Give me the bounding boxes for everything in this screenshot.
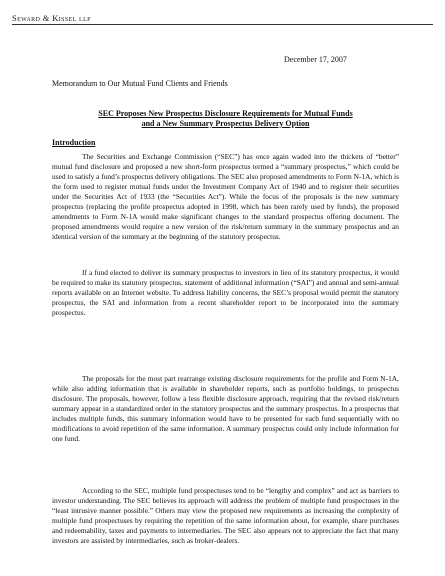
memo-date: December 17, 2007 [284, 55, 347, 64]
memo-addressee: Memorandum to Our Mutual Fund Clients and Friends [52, 79, 228, 88]
memo-title-line-2: and a New Summary Prospectus Delivery Option [141, 119, 310, 128]
body-paragraph: If a fund elected to deliver its summary prospectus to investors in lieu of its statutory prospectus, it would be required to make its statutory prospectus, statement of additional information (“SAI”) and annual and semi-annual reports available on an Internet website. To address liability concerns, the SEC’s proposal would permit the statutory prospectus, the SAI and information from a recent shareholder report to be incorporated into the summary prospectus. [52, 268, 399, 317]
section-heading: Introduction [52, 138, 96, 147]
memo-title-line-1: SEC Proposes New Prospectus Disclosure Requirements for Mutual Funds [98, 109, 353, 118]
body-paragraph: The proposals for the most part rearrange existing disclosure requirements for the profile and Form N-1A, while also adding information that is available in shareholder reports, such as portfolio holdings, to prospectus disclosure. The proposals, however, follow a less flexible disclosure approach, requiring that the revised risk/return summary appear in a standardized order in the statutory prospectus and the summary prospectus. In a prospectus that includes multiple funds, this summary information would have to be presented for each fund sequentially with no modifications to avoid repetition of the same information. A summary prospectus could only include information for one fund. [52, 374, 399, 443]
memo-title [52, 109, 399, 129]
firm-name: Seward & Kissel llp [12, 13, 91, 23]
header-rule [12, 24, 433, 25]
body-paragraph: According to the SEC, multiple fund prospectuses tend to be “lengthy and complex” and act as barriers to investor understanding. The SEC believes its approach will address the problem of multiple fund prospectuses in the “least intrusive manner possible.” Others may view the proposed new requirements as increasing the complexity of multiple fund prospectuses by requiring the repetition of the same information about, for example, share purchases and redeemability, taxes and payments to intermediaries. The SEC also appears not to appreciate the fact that many investors are assisted by intermediaries, such as broker-dealers. [52, 486, 399, 545]
body-paragraph: The Securities and Exchange Commission (“SEC”) has once again waded into the thickets of “better” mutual fund disclosure and proposed a new short-form prospectus termed a “summary prospectus,” which could be used to satisfy a fund’s prospectus delivery obligations. The SEC also proposed amendments to Form N-1A, which is the form used to register mutual funds under the Investment Company Act of 1940 and to register their securities under the Securities Act of 1933 (the “Securities Act”). While the focus of the proposals is the new summary prospectus (replacing the profile prospectus adopted in 1998, which has been rarely used by funds), the proposed amendments to Form N-1A would make significant changes to the standard prospectus offering document. The proposed amendments would require a new version of the risk/return summary in the summary prospectus and an identical version of the summary at the beginning of the statutory prospectus. [52, 152, 399, 241]
